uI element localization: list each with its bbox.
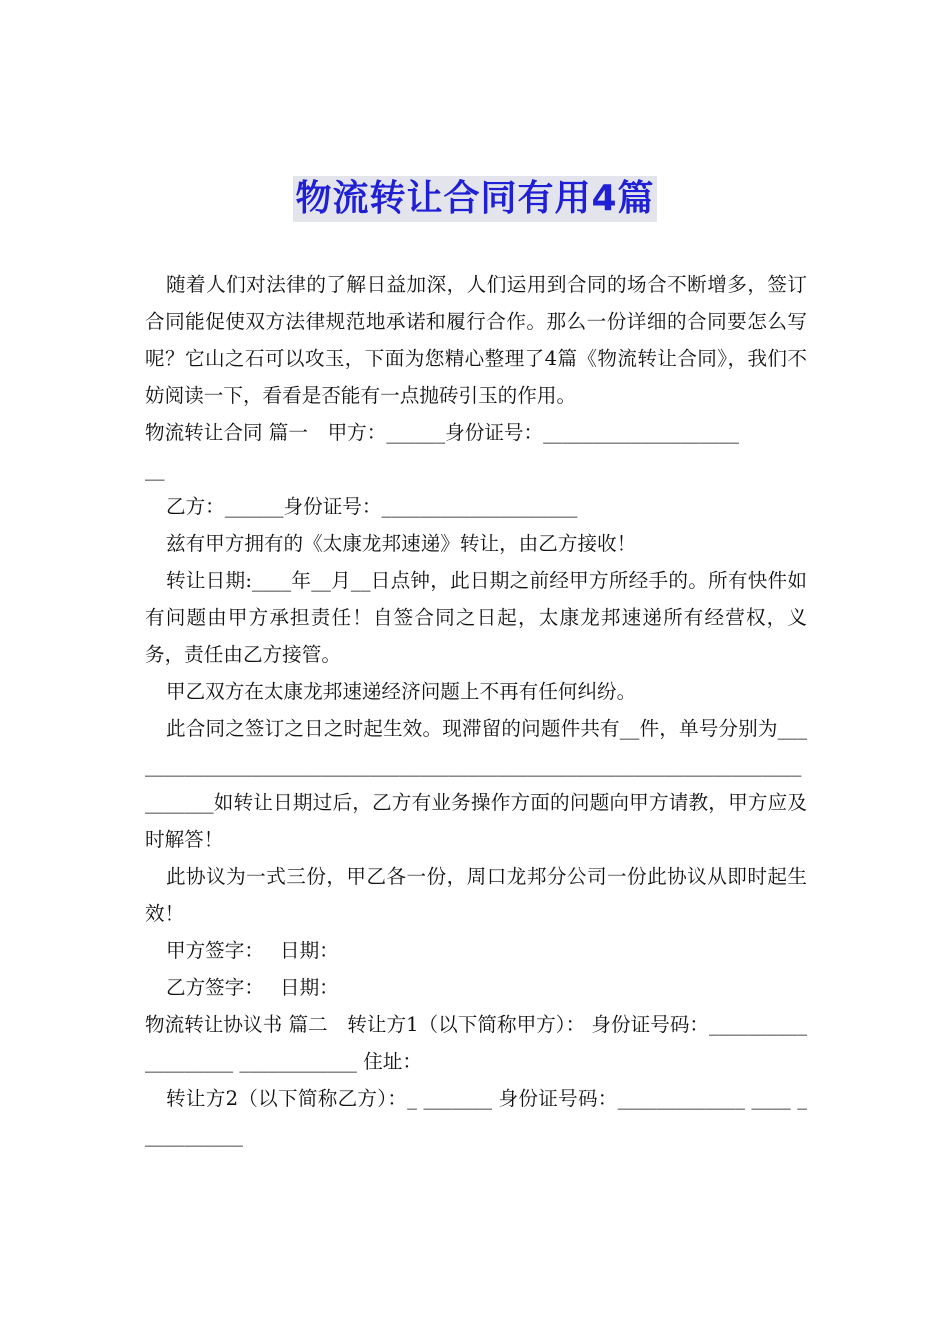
document-title: 物流转让合同有用4篇 [293, 176, 656, 222]
party-b-signature-line: 乙方签字： 日期： [166, 976, 339, 999]
transferor-two-line: 转让方2（以下简称乙方）：_ _______ 身份证号码：_____________ ____ ___________ [145, 1087, 807, 1147]
party-a-signature-line: 甲方签字： 日期： [166, 939, 339, 962]
no-dispute-paragraph: 甲乙双方在太康龙邦速递经济问题上不再有任何纠纷。 [166, 680, 637, 703]
copies-paragraph: 此协议为一式三份，甲乙各一份，周口龙邦分公司一份此协议从即时起生效！ [145, 865, 807, 925]
transfer-date-paragraph: 转让日期:____年__月__日点钟，此日期之前经甲方所经手的。所有快件如有问题由甲方承担责任！自签合同之日起，太康龙邦速递所有经营权，义务，责任由乙方接管。 [145, 569, 807, 666]
document-body [145, 266, 807, 1154]
effective-paragraph: 此合同之签订之日之时起生效。现滞留的问题件共有__件，单号分别为_____________________________________________________________________________如转让日期过后，乙方有业务操作方面的问题向甲方请教，甲方应及时解答！ [145, 717, 807, 851]
section-two-heading-line: 物流转让协议书 篇二 转让方1（以下简称甲方）： 身份证号码：___________________ ____________ 住址： [145, 1013, 807, 1073]
title-block [0, 176, 950, 222]
section-one-heading-line: 物流转让合同 篇一 甲方：______身份证号：____________________ [145, 421, 740, 444]
section-one-heading-continuation: __ [145, 458, 165, 481]
intro-paragraph: 随着人们对法律的了解日益加深，人们运用到合同的场合不断增多，签订合同能促使双方法律规范地承诺和履行合作。那么一份详细的合同要怎么写呢？它山之石可以攻玉，下面为您精心整理了4篇《物流转让合同》，我们不妨阅读一下，看看是否能有一点抛砖引玉的作用。 [145, 273, 807, 407]
transfer-statement: 兹有甲方拥有的《太康龙邦速递》转让，由乙方接收！ [166, 532, 637, 555]
party-b-line: 乙方：______身份证号：____________________ [166, 495, 578, 518]
